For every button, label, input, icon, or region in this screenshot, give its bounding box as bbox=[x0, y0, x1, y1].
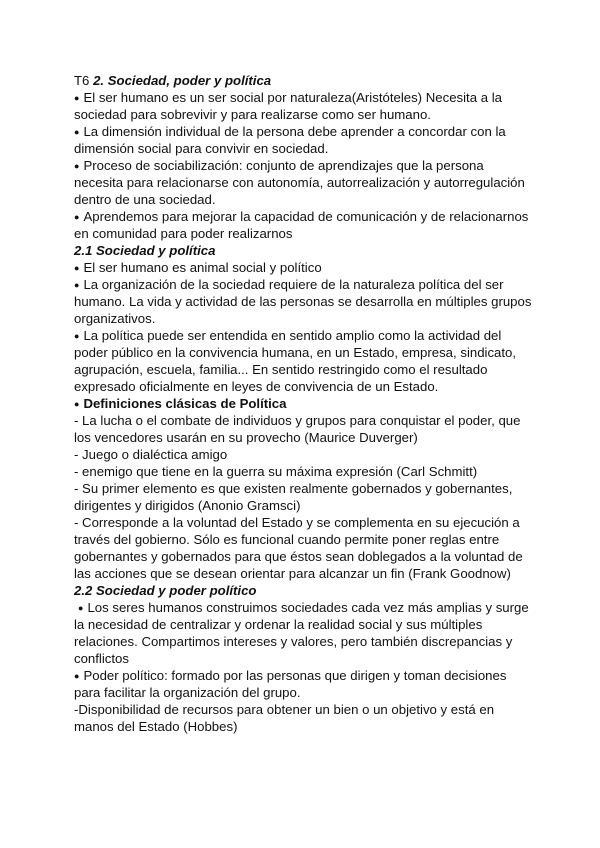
definitions-heading: ● Definiciones clásicas de Política bbox=[74, 395, 534, 412]
paragraph-line: - enemigo que tiene en la guerra su máxima expresión (Carl Schmitt) bbox=[74, 464, 478, 479]
paragraph-line: ● El ser humano es animal social y político bbox=[74, 259, 534, 276]
paragraph-line: ● La dimensión individual de la persona debe aprender a concordar con la bbox=[74, 123, 534, 140]
paragraph-line: dentro de una sociedad. bbox=[74, 192, 216, 207]
paragraph-line: agrupación, escuela, familia... En sentido restringido como el resultado bbox=[74, 362, 488, 377]
paragraph-line: en comunidad para poder realizarnos bbox=[74, 226, 293, 241]
paragraph-line: poder público en la convivencia humana, en un Estado, empresa, sindicato, bbox=[74, 345, 517, 360]
paragraph-line: ● Proceso de sociabilización: conjunto de aprendizajes que la persona bbox=[74, 157, 534, 174]
paragraph-line: - Juego o dialéctica amigo bbox=[74, 447, 228, 462]
title-text: 2. Sociedad, poder y política bbox=[93, 73, 272, 88]
paragraph-line: las acciones que se desean orientar para alcanzar un fin (Frank Goodnow) bbox=[74, 566, 511, 581]
paragraph-line: - Su primer elemento es que existen realmente gobernados y gobernantes, bbox=[74, 481, 513, 496]
paragraph-line: - La lucha o el combate de individuos y grupos para conquistar el poder, que bbox=[74, 413, 521, 428]
paragraph-line: ● Poder político: formado por las personas que dirigen y toman decisiones bbox=[74, 667, 534, 684]
paragraph-line: ● Los seres humanos construimos sociedades cada vez más amplias y surge bbox=[74, 599, 534, 616]
paragraph-line: ● Aprendemos para mejorar la capacidad de comunicación y de relacionarnos bbox=[74, 208, 534, 225]
paragraph-line: conflictos bbox=[74, 651, 129, 666]
paragraph-line: través del gobierno. Sólo es funcional cuando permite poner reglas entre bbox=[74, 532, 500, 547]
paragraph-line: ● La organización de la sociedad requiere de la naturaleza política del ser bbox=[74, 276, 534, 293]
paragraph-line: necesita para relacionarse con autonomía, autorrealización y autorregulación bbox=[74, 175, 525, 190]
paragraph-line: gobernantes y gobernados para que éstos sean doblegados a la voluntad de bbox=[74, 549, 523, 564]
section-heading-2-2: 2.2 Sociedad y poder político bbox=[74, 583, 257, 598]
paragraph-line: -Disponibilidad de recursos para obtener un bien o un objetivo y está en bbox=[74, 702, 495, 717]
paragraph-line: la necesidad de centralizar y ordenar la realidad social y sus múltiples bbox=[74, 617, 483, 632]
paragraph-line: ● El ser humano es un ser social por naturaleza(Aristóteles) Necesita a la bbox=[74, 89, 534, 106]
paragraph-line: relaciones. Compartimos intereses y valores, pero también discrepancias y bbox=[74, 634, 513, 649]
paragraph-line: dimensión social para convivir en sociedad. bbox=[74, 141, 329, 156]
paragraph-line: para facilitar la organización del grupo. bbox=[74, 685, 301, 700]
paragraph-line: organizativos. bbox=[74, 311, 156, 326]
paragraph-line: humano. La vida y actividad de las personas se desarrolla en múltiples grupos bbox=[74, 294, 532, 309]
title-prefix: T6 bbox=[74, 73, 94, 88]
paragraph-line: ● La política puede ser entendida en sentido amplio como la actividad del bbox=[74, 327, 534, 344]
paragraph-line: expresado oficialmente en leyes de convivencia de un Estado. bbox=[74, 379, 439, 394]
section-heading-2-1: 2.1 Sociedad y política bbox=[74, 243, 216, 258]
paragraph-line: - Corresponde a la voluntad del Estado y se complementa en su ejecución a bbox=[74, 515, 520, 530]
paragraph-line: dirigentes y dirigidos (Anonio Gramsci) bbox=[74, 498, 301, 513]
paragraph-line: sociedad para sobrevivir y para realizarse como ser humano. bbox=[74, 107, 431, 122]
paragraph-line: manos del Estado (Hobbes) bbox=[74, 719, 238, 734]
document-page bbox=[74, 72, 534, 735]
paragraph-line: los vencedores usarán en su provecho (Maurice Duverger) bbox=[74, 430, 418, 445]
document-title bbox=[74, 72, 534, 89]
